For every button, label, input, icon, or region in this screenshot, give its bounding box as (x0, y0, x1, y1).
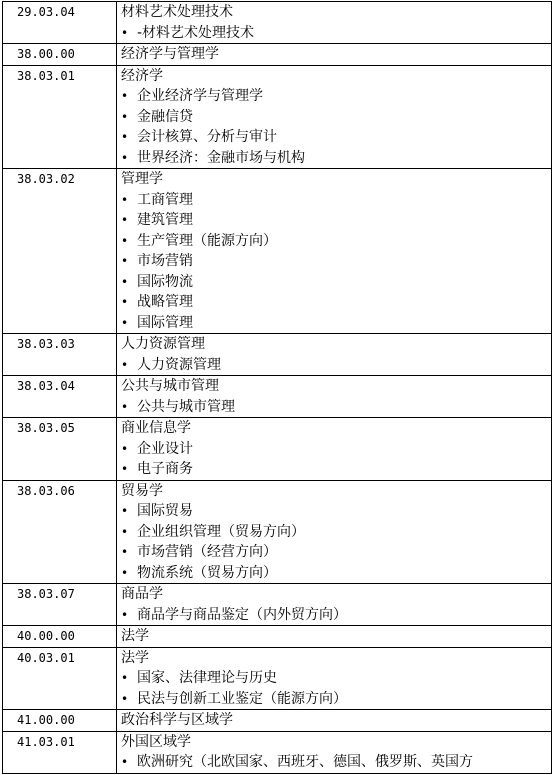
specialization-item: • 民法与创新工业鉴定（能源方向） (117, 689, 552, 710)
specialization-item: • 生产管理（能源方向） (117, 231, 552, 252)
program-row (3, 710, 552, 732)
program-subrow (3, 190, 552, 211)
program-title: 商品学 (117, 584, 552, 605)
program-subrow (3, 689, 552, 710)
program-code-empty (3, 752, 117, 773)
program-code-empty (3, 397, 117, 418)
specialization-item: • 战略管理 (117, 292, 552, 313)
program-code: 38.03.03 (3, 334, 117, 355)
specialization-item: • 企业设计 (117, 439, 552, 460)
program-subrow (3, 313, 552, 334)
program-row (3, 626, 552, 648)
program-title: 人力资源管理 (117, 334, 552, 355)
program-subrow (3, 522, 552, 543)
program-title: 管理学 (117, 169, 552, 190)
program-subrow (3, 563, 552, 584)
program-code-empty (3, 210, 117, 231)
program-code: 40.03.01 (3, 647, 117, 668)
specialization-item: • 企业组织管理（贸易方向） (117, 522, 552, 543)
specialization-item: • 人力资源管理 (117, 355, 552, 376)
program-code-empty (3, 501, 117, 522)
program-title: 商业信息学 (117, 418, 552, 439)
program-row (3, 376, 552, 397)
specialization-item: • 市场营销 (117, 251, 552, 272)
program-subrow (3, 668, 552, 689)
program-code-empty (3, 522, 117, 543)
program-code-empty (3, 459, 117, 480)
program-code-empty (3, 23, 117, 44)
program-code: 38.03.04 (3, 376, 117, 397)
program-code-empty (3, 127, 117, 148)
program-table (2, 1, 552, 774)
program-subrow (3, 272, 552, 293)
program-row (3, 647, 552, 668)
program-code: 40.00.00 (3, 626, 117, 648)
program-title: 经济学 (117, 65, 552, 86)
specialization-item: • 欧洲研究（北欧国家、西班牙、德国、俄罗斯、英国方 (117, 752, 552, 773)
specialization-item: • 商品学与商品鉴定（内外贸方向） (117, 605, 552, 626)
specialization-item: • 建筑管理 (117, 210, 552, 231)
program-code: 38.03.05 (3, 418, 117, 439)
program-code: 38.03.07 (3, 584, 117, 605)
specialization-item: • 国际贸易 (117, 501, 552, 522)
program-code: 29.03.04 (3, 2, 117, 23)
program-row (3, 480, 552, 501)
specialization-item: • 工商管理 (117, 190, 552, 211)
program-row (3, 584, 552, 605)
specialization-item: • 公共与城市管理 (117, 397, 552, 418)
specialization-item: • 市场营销（经营方向） (117, 542, 552, 563)
program-title: 外国区域学 (117, 731, 552, 752)
program-row (3, 65, 552, 86)
program-subrow (3, 439, 552, 460)
program-row (3, 44, 552, 66)
program-code-empty (3, 313, 117, 334)
program-subrow (3, 107, 552, 128)
program-code-empty (3, 231, 117, 252)
program-code: 38.03.02 (3, 169, 117, 190)
program-code-empty (3, 292, 117, 313)
program-code-empty (3, 542, 117, 563)
program-row (3, 418, 552, 439)
program-subrow (3, 231, 552, 252)
specialization-item: • 国际物流 (117, 272, 552, 293)
specialization-item: • 会计核算、分析与审计 (117, 127, 552, 148)
program-subrow (3, 459, 552, 480)
program-code: 38.00.00 (3, 44, 117, 66)
program-code-empty (3, 148, 117, 169)
program-subrow (3, 86, 552, 107)
program-subrow (3, 501, 552, 522)
specialization-item: • 金融信贷 (117, 107, 552, 128)
program-code-empty (3, 272, 117, 293)
program-code: 38.03.06 (3, 480, 117, 501)
program-subrow (3, 23, 552, 44)
specialization-item: • 世界经济：金融市场与机构 (117, 148, 552, 169)
program-row (3, 334, 552, 355)
program-row (3, 731, 552, 752)
program-code-empty (3, 86, 117, 107)
program-title: 材料艺术处理技术 (117, 2, 552, 23)
program-subrow (3, 148, 552, 169)
program-code-empty (3, 605, 117, 626)
program-code-empty (3, 355, 117, 376)
program-title: 政治科学与区域学 (117, 710, 552, 732)
program-code-empty (3, 689, 117, 710)
program-subrow (3, 251, 552, 272)
specialization-item: • 企业经济学与管理学 (117, 86, 552, 107)
program-subrow (3, 355, 552, 376)
program-title: 贸易学 (117, 480, 552, 501)
program-subrow (3, 605, 552, 626)
program-title: 法学 (117, 647, 552, 668)
program-code: 38.03.01 (3, 65, 117, 86)
specialization-item: • 电子商务 (117, 459, 552, 480)
program-code-empty (3, 107, 117, 128)
specialization-item: • -材料艺术处理技术 (117, 23, 552, 44)
program-code-empty (3, 251, 117, 272)
program-title: 法学 (117, 626, 552, 648)
program-row (3, 169, 552, 190)
specialization-item: • 物流系统（贸易方向） (117, 563, 552, 584)
program-subrow (3, 397, 552, 418)
specialization-item: • 国家、法律理论与历史 (117, 668, 552, 689)
program-code-empty (3, 563, 117, 584)
program-title: 经济学与管理学 (117, 44, 552, 66)
program-title: 公共与城市管理 (117, 376, 552, 397)
specialization-item: • 国际管理 (117, 313, 552, 334)
program-subrow (3, 752, 552, 773)
program-code-empty (3, 439, 117, 460)
program-code: 41.03.01 (3, 731, 117, 752)
program-code-empty (3, 190, 117, 211)
program-subrow (3, 127, 552, 148)
program-subrow (3, 292, 552, 313)
program-code-empty (3, 668, 117, 689)
program-table-body (3, 2, 552, 774)
program-subrow (3, 210, 552, 231)
program-row (3, 2, 552, 23)
program-code: 41.00.00 (3, 710, 117, 732)
program-subrow (3, 542, 552, 563)
